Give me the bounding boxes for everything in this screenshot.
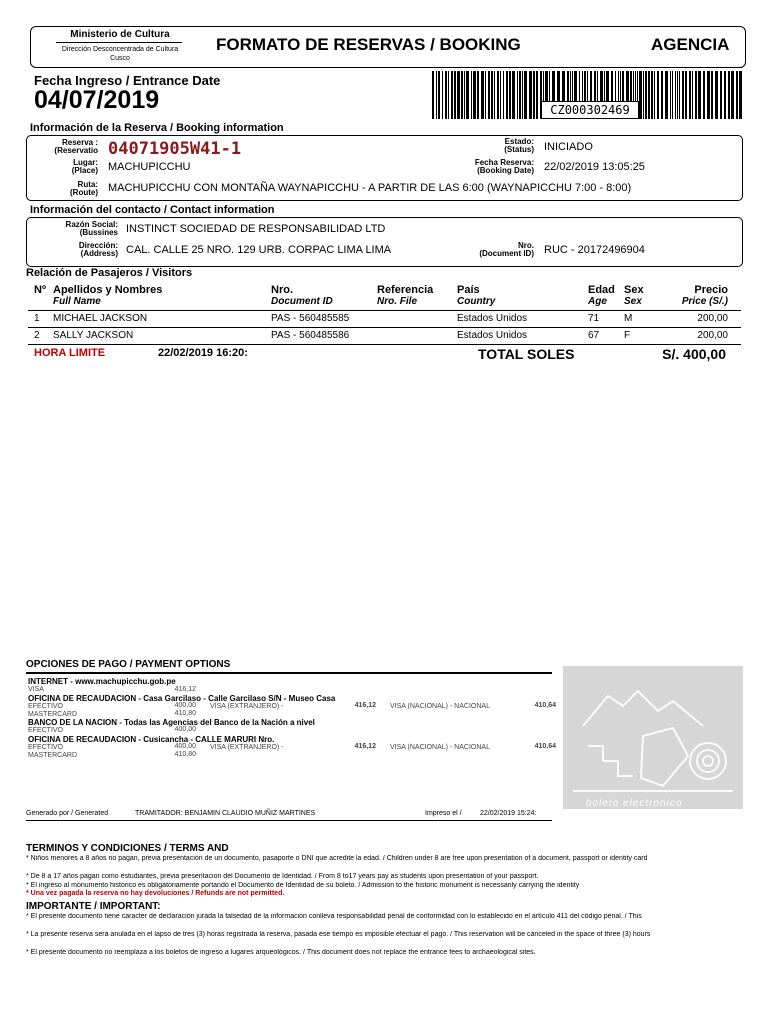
nro-label-es: Nro. bbox=[518, 241, 534, 250]
table-row-1-precio: 200,00 bbox=[697, 313, 728, 324]
internet-visa-value: 416,12 bbox=[174, 686, 196, 693]
table-row-1-name: MICHAEL JACKSON bbox=[53, 313, 148, 324]
table-row-2-sex: F bbox=[624, 330, 631, 341]
of1-master-label: MASTERCARD bbox=[28, 711, 78, 718]
terms-title: TERMINOS Y CONDICIONES / TERMS AND bbox=[26, 843, 229, 854]
col-pais-es: País bbox=[457, 284, 480, 296]
ruta-label-es: Ruta: bbox=[77, 180, 98, 189]
direccion-label bbox=[40, 242, 118, 258]
table-row-1-sex: M bbox=[624, 313, 633, 324]
of2-visa-ext-value: 416,12 bbox=[354, 743, 376, 750]
payment-title: OPCIONES DE PAGO / PAYMENT OPTIONS bbox=[26, 659, 231, 670]
term-3: * El ingreso al monumento histórico es obligatoriamente portando el Documento de Identidad de su boleto. / Admission to the historic monument is necessarily carrying the identity bbox=[26, 882, 580, 889]
table-row-2-precio: 200,00 bbox=[697, 330, 728, 341]
of2-visa-nac-value: 410,64 bbox=[534, 743, 556, 750]
generado-label: Generado por / Generated bbox=[26, 810, 109, 817]
barcode-number: CZ000302469 bbox=[541, 101, 639, 119]
banco-nacion-option: BANCO DE LA NACION - Todas las Agencias del Banco de la Nación a nivel bbox=[28, 718, 315, 727]
fecha-reserva-value: 22/02/2019 13:05:25 bbox=[544, 161, 645, 173]
col-name-es: Apellidos y Nombres bbox=[53, 284, 163, 296]
col-doc-en: Document ID bbox=[271, 296, 333, 307]
col-precio-header bbox=[660, 284, 728, 307]
of2-master-value: 410,80 bbox=[174, 751, 196, 758]
table-bottom-divider bbox=[28, 344, 741, 345]
total-value: S/. 400,00 bbox=[662, 346, 726, 362]
machupicchu-logo-icon bbox=[563, 666, 743, 809]
col-ref-header bbox=[377, 284, 433, 307]
directorate-line1: Dirección Desconcentrada de Cultura bbox=[61, 46, 179, 53]
of1-visa-nac-value: 410,64 bbox=[534, 702, 556, 709]
of1-visa-ext-value: 416,12 bbox=[354, 702, 376, 709]
table-row-2-name: SALLY JACKSON bbox=[53, 330, 134, 341]
oficina-garcilaso-option: OFICINA DE RECAUDACION - Casa Garcilaso - Calle Garcilaso S/N - Museo Casa bbox=[28, 694, 336, 703]
estado-label-es: Estado: bbox=[504, 137, 534, 146]
of2-visa-ext-label: VISA (EXTRANJERO) - bbox=[210, 744, 284, 751]
col-edad-en: Age bbox=[588, 296, 607, 307]
of1-master-value: 410,80 bbox=[174, 710, 196, 717]
watermark-text: boleto electronico bbox=[586, 798, 683, 809]
footer-divider bbox=[26, 820, 552, 821]
directorate bbox=[40, 45, 200, 63]
internet-visa-label: VISA bbox=[28, 686, 44, 693]
table-row-divider bbox=[28, 327, 741, 328]
term-1: * Niños menores a 8 años no pagan, previa presentación de un documento, pasaporte o DNI que acredite la edad. / Children under 8 are free upon presentation of a document, passport or identity card bbox=[26, 855, 648, 862]
of1-visa-ext-label: VISA (EXTRANJERO) - bbox=[210, 703, 284, 710]
directorate-line2: Cusco bbox=[110, 55, 130, 62]
direccion-label-en: (Address) bbox=[80, 249, 118, 258]
important-1: * El presente documento tiene caracter de declaración jurada la falsedad de la información conlleva responsabilidad penal de conformidad con lo establecido en el artículo 411 del código penal. / This bbox=[26, 913, 642, 920]
bn-efectivo-value: 400,00 bbox=[174, 726, 196, 733]
col-name-en: Full Name bbox=[53, 296, 101, 307]
important-2: * La presente reserva será anulada en el lapso de tres (3) horas registrada la reserva, pasada ese tiempo es imposible efectuar el pago. / This reservation will be canceled in the space of three (3) hours bbox=[26, 931, 651, 938]
document-id-value: RUC - 20172496904 bbox=[544, 244, 645, 256]
hora-limite-label: HORA LIMITE bbox=[34, 347, 106, 359]
ruta-label-en: (Route) bbox=[70, 188, 98, 197]
important-3: * El presente documento no reemplaza a los boletos de ingreso a lugares arqueológicos. / This document does not replace the entrance fees to archaeological sites. bbox=[26, 949, 536, 956]
razon-social-value: INSTINCT SOCIEDAD DE RESPONSABILIDAD LTD bbox=[126, 223, 386, 235]
table-row-2-pais: Estados Unidos bbox=[457, 330, 528, 341]
document-title: FORMATO DE RESERVAS / BOOKING bbox=[216, 35, 521, 54]
booking-section-title: Información de la Reserva / Booking information bbox=[30, 122, 284, 134]
direccion-label-es: Dirección: bbox=[78, 241, 118, 250]
of2-efectivo-value: 400,00 bbox=[174, 743, 196, 750]
lugar-value: MACHUPICCHU bbox=[108, 161, 191, 173]
col-edad-header bbox=[588, 284, 615, 307]
reserva-code: 04071905W41-1 bbox=[108, 139, 242, 159]
contact-section-title: Información del contacto / Contact information bbox=[30, 204, 275, 216]
fecha-reserva-label-es: Fecha Reserva: bbox=[474, 158, 534, 167]
col-pais-en: Country bbox=[457, 296, 496, 307]
direccion-value: CAL. CALLE 25 NRO. 129 URB. CORPAC LIMA LIMA bbox=[126, 244, 392, 256]
of2-master-label: MASTERCARD bbox=[28, 752, 78, 759]
table-row-1-doc: PAS - 560485585 bbox=[271, 313, 350, 324]
reserva-label bbox=[40, 139, 98, 155]
col-sex-es: Sex bbox=[624, 284, 644, 296]
razon-label-es: Razón Social: bbox=[65, 220, 118, 229]
estado-label bbox=[440, 138, 534, 154]
of1-visa-nac-label: VISA (NACIONAL) - NACIONAL bbox=[390, 703, 490, 710]
document-id-label bbox=[440, 242, 534, 258]
ministry-divider bbox=[56, 42, 182, 43]
col-ref-en: Nro. File bbox=[377, 296, 418, 307]
col-precio-en: Price (S/.) bbox=[681, 296, 728, 307]
col-name-header bbox=[53, 284, 162, 307]
reserva-label-en: (Reservatio bbox=[54, 146, 98, 155]
razon-label-en: (Bussines bbox=[79, 228, 118, 237]
col-pais-header bbox=[457, 284, 495, 307]
estado-value: INICIADO bbox=[544, 141, 593, 153]
reserva-label-es: Reserva : bbox=[61, 138, 98, 147]
nro-label-en: (Document ID) bbox=[479, 249, 534, 258]
col-num-header: Nº bbox=[34, 284, 46, 296]
table-row-1-num: 1 bbox=[34, 313, 40, 324]
table-row-2-edad: 67 bbox=[588, 330, 600, 341]
oficina-cusicancha-option: OFICINA DE RECAUDACION - Cusicancha - CALLE MARURI Nro. bbox=[28, 735, 275, 744]
table-row-2-num: 2 bbox=[34, 330, 40, 341]
of2-visa-nac-label: VISA (NACIONAL) - NACIONAL bbox=[390, 744, 490, 751]
table-row-1-edad: 71 bbox=[588, 313, 600, 324]
ruta-label bbox=[40, 181, 98, 197]
fecha-reserva-label-en: (Booking Date) bbox=[477, 166, 534, 175]
col-doc-header bbox=[271, 284, 333, 307]
passengers-section-title: Relación de Pasajeros / Visitors bbox=[26, 267, 193, 279]
table-header-divider bbox=[28, 310, 741, 311]
of1-efectivo-label: EFECTIVO bbox=[28, 703, 64, 710]
ruta-value: MACHUPICCHU CON MONTAÑA WAYNAPICCHU - A PARTIR DE LAS 6:00 (WAYNAPICCHU 7:00 - 8:00) bbox=[108, 182, 632, 194]
col-sex-en: Sex bbox=[624, 296, 642, 307]
estado-label-en: (Status) bbox=[504, 145, 534, 154]
col-sex-header bbox=[624, 284, 644, 307]
ministry-name: Ministerio de Cultura bbox=[70, 29, 170, 40]
total-label: TOTAL SOLES bbox=[478, 346, 575, 362]
lugar-label bbox=[40, 159, 98, 175]
of1-efectivo-value: 400,00 bbox=[174, 702, 196, 709]
of2-efectivo-label: EFECTIVO bbox=[28, 744, 64, 751]
impreso-value: 22/02/2019 15:24: bbox=[480, 810, 537, 817]
term-4-refunds: * Una vez pagada la reserva no hay devoluciones / Refunds are not permitted. bbox=[26, 890, 285, 897]
boleto-electronico-watermark bbox=[563, 666, 743, 809]
col-edad-es: Edad bbox=[588, 284, 615, 296]
fecha-reserva-label bbox=[440, 159, 534, 175]
table-row-2-doc: PAS - 560485586 bbox=[271, 330, 350, 341]
tramitador: TRAMITADOR: BENJAMIN CLAUDIO MUÑIZ MARTINES bbox=[135, 810, 316, 817]
entrance-date-value: 04/07/2019 bbox=[34, 86, 160, 114]
internet-option: INTERNET - www.machupicchu.gob.pe bbox=[28, 677, 176, 686]
col-precio-es: Precio bbox=[694, 284, 728, 296]
entrance-date-label: Fecha Ingreso / Entrance Date bbox=[34, 73, 221, 88]
col-doc-es: Nro. bbox=[271, 284, 293, 296]
lugar-label-es: Lugar: bbox=[73, 158, 98, 167]
lugar-label-en: (Place) bbox=[71, 166, 98, 175]
payment-divider bbox=[26, 672, 552, 674]
term-2: * De 8 a 17 años pagan como estudiantes, previa presentacion del Documento de Identidad. / From 8 to17 years pay as students upon presentation of your passport. bbox=[26, 873, 539, 880]
important-title: IMPORTANTE / IMPORTANT: bbox=[26, 901, 161, 912]
table-row-1-pais: Estados Unidos bbox=[457, 313, 528, 324]
razon-social-label bbox=[40, 221, 118, 237]
impreso-label: Impreso el / bbox=[425, 810, 462, 817]
hora-limite-value: 22/02/2019 16:20: bbox=[158, 347, 248, 359]
agency-label: AGENCIA bbox=[651, 35, 730, 54]
bn-efectivo-label: EFECTIVO bbox=[28, 727, 64, 734]
col-ref-es: Referencia bbox=[377, 284, 434, 296]
